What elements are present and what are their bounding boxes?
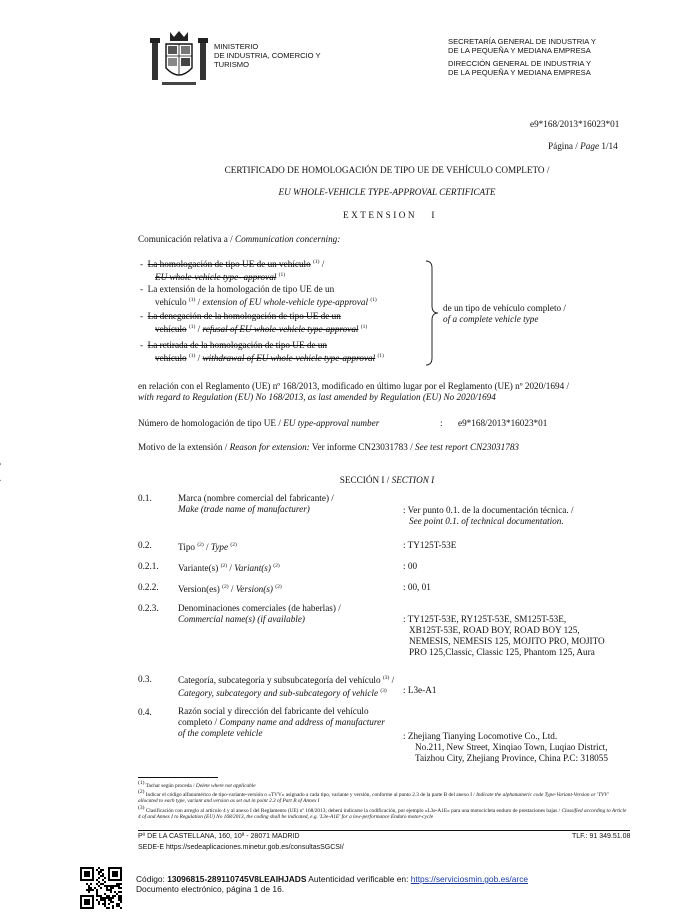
title-es: CERTIFICADO DE HOMOLOGACIÓN DE TIPO UE DE VEHÍCULO COMPLETO / (224, 165, 550, 175)
footer-phone: TLF.: 91 349.51.08 (572, 833, 631, 840)
section-heading: SECCIÓN I / SECTION I (339, 475, 435, 485)
verification-link[interactable]: https://serviciosmin.gob.es/arce (410, 874, 529, 884)
title-en: EU WHOLE-VEHICLE TYPE-APPROVAL CERTIFICATE (278, 187, 496, 197)
verification-block: Código: 13096815-289110745V8LEAIHJADS Autenticidad verificable en: https://serviciosmin.gob.es/arce Documento electrónico, página 1 de 16. (136, 874, 529, 894)
secretaria-name: SECRETARÍA GENERAL DE INDUSTRIA Y DE LA PEQUEÑA Y MEDIANA EMPRESA DIRECCIÓN GENERAL DE INDUSTRIA Y DE LA PEQUEÑA Y MEDIANA EMPRESA (448, 37, 596, 77)
footnotes (138, 780, 628, 820)
vehicle-type-label: de un tipo de vehículo completo / of a complete vehicle type (443, 303, 566, 324)
ministry-name: MINISTERIO DE INDUSTRIA, COMERCIO Y TURISMO (214, 42, 321, 69)
footnote-3: $^{(3)}$ Clasificación con arreglo al artículo 4 y al anexo I del Reglamento (UE) nº 168/2013; deberá indicarse la codificación, por ejemplo «L3e-A1E» para una motocicleta enduro de prestaciones bajas / Classified according to Article 4 of and Annex I to Regulation (EU) No 168/2013, the coding shall be indicated, e.g. 'L3e-A1E' for a low-performance Enduro motor-cycle (138, 804, 627, 820)
footer-address: Pº DE LA CASTELLANA, 160, 10ª - 28071 MADRID (138, 833, 300, 840)
footnote-1: $^{(1)}$ Tachar según proceda / Delete where not applicable (138, 780, 256, 789)
footer-divider (138, 830, 630, 831)
coat-of-arms-logo (148, 28, 210, 90)
extension-heading: EXTENSION I (343, 210, 437, 220)
footnote-divider (138, 777, 218, 778)
approval-number-label: Número de homologación de tipo UE / EU type-approval number (138, 418, 380, 428)
approval-colon: : (440, 418, 443, 428)
option-withdrawal: - La retirada de la homologación de tipo UE de un vehículo $^{(1)}$ / withdrawal of EU whole-vehicle type-approval $^{(1)}$ (140, 340, 384, 364)
approval-number-value: e9*168/2013*16023*01 (458, 418, 548, 428)
option-approval: - La homologación de tipo UE de un vehículo $^{(1)}$ / EU whole-vehicle type- approval $^{(1)}$ (140, 259, 325, 283)
option-extension: - La extensión de la homologación de tipo UE de un vehículo $^{(1)}$ / extension of EU whole-vehicle type-approval $^{(1)}$ (140, 284, 377, 308)
qr-code (80, 867, 122, 909)
document-reference: e9*168/2013*16023*01 (530, 119, 620, 129)
communication-label: Comunicación relativa a / Communication concerning: (138, 234, 341, 244)
brace-bracket (425, 260, 439, 366)
option-refusal: - La denegación de la homologación de tipo UE de un vehículo $^{(1)}$ / refusal of EU whole-vehicle type-approval $^{(1)}$ (140, 311, 368, 335)
footnote-2: $^{(2)}$ Indicar el código alfanumérico de tipo-variante-versión o «TVV» asignado a cada tipo, variante y versión, conforme al punto 2.3 de la parte B del anexo I / Indicate the alphanumeric code Type-Variant-Version or 'TVV' allocated to each type, variant and version as set out in point 2.3 of Part B of Annex I (138, 789, 609, 805)
footer-sede-link[interactable]: SEDE-E https://sedeaplicaciones.minetur.gob.es/consultasSGCSI/ (138, 844, 344, 851)
extension-reason: Motivo de la extensión / Reason for extension: Ver informe CN23031783 / See test report CN23031783 (138, 442, 520, 452)
regulation-text: en relación con el Reglamento (UE) nº 168/2013, modificado en último lugar por el Reglamento (UE) nº 2020/1694 / with regard to Regulation (EU) No 168/2013, as last amended by Regulation (EU) No 2020/1694 (138, 381, 570, 402)
page-indicator: Página / Page 1/14 (548, 141, 618, 151)
